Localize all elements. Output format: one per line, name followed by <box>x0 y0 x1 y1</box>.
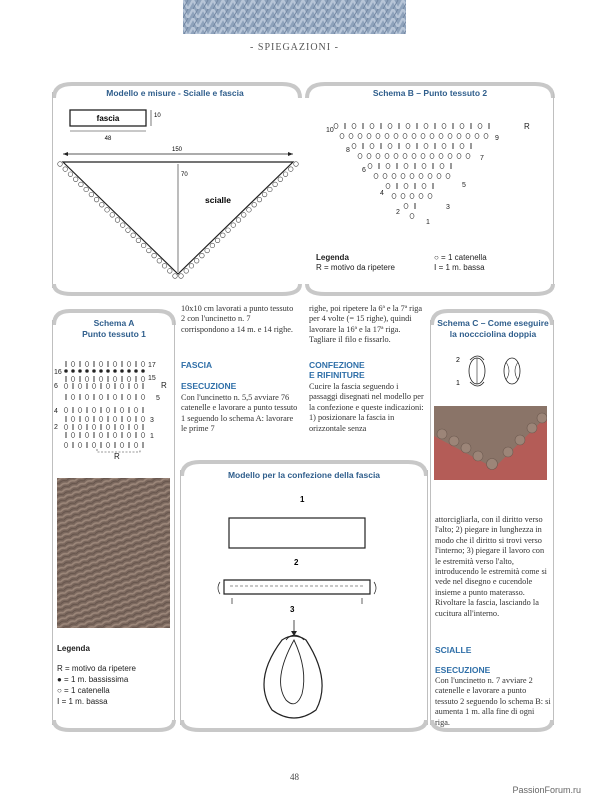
bobble-mark <box>288 167 293 172</box>
stitch-mark <box>412 153 416 158</box>
stitch-mark <box>428 173 432 178</box>
schema-b-chart <box>320 108 550 233</box>
scialle-height: 70 <box>181 172 188 178</box>
bobble-mark <box>126 228 131 233</box>
stitch-mark <box>370 123 374 128</box>
stitch-mark <box>421 133 425 138</box>
stitch-mark <box>99 362 103 367</box>
stitch-mark <box>442 143 446 148</box>
bobble-mark <box>73 177 78 182</box>
stitch-mark <box>99 417 103 422</box>
bobble-mark <box>115 218 120 223</box>
stitch-mark <box>457 133 461 138</box>
fascia-height: 10 <box>154 113 161 119</box>
schema-a-row-1: 1 <box>150 433 154 440</box>
stitch-mark <box>385 153 389 158</box>
stitch-mark <box>466 133 470 138</box>
schema-b-row-5: 5 <box>462 182 466 189</box>
fascia-label: fascia <box>96 114 120 123</box>
stitch-mark <box>113 362 117 367</box>
stitch-mark <box>120 384 124 389</box>
stitch-mark <box>127 377 131 382</box>
bobble-mark <box>131 233 136 238</box>
stitch-mark <box>134 384 138 389</box>
stitch-mark <box>120 408 124 413</box>
bobble-mark <box>58 162 63 167</box>
confezione-continue-text: attorcigliarla, con il diritto verso l'alto; 2) piegare in lunghezza in modo che il diritto si trovi verso l'interno; 3) piegare il lavoro con le estremità verso l'alto, introducendo le estremità come si vede nel disegno e cucendole insieme a punto materasso. Rivoltare la fascia, lasciando la cucitura all'interno. <box>435 515 547 618</box>
stitch-mark <box>78 384 82 389</box>
bobble-mark <box>167 269 172 274</box>
panel-schema-a-title-1: Schema A <box>93 318 135 328</box>
schema-a-legend-sc: Ⅰ = 1 m. bassa <box>57 697 108 706</box>
stitch-mark <box>71 377 75 382</box>
stitch-mark <box>71 362 75 367</box>
stitch-mark <box>128 370 131 373</box>
panel-model-footer-arc <box>52 282 302 296</box>
stitch-mark <box>392 193 396 198</box>
stitch-mark <box>64 384 68 389</box>
schema-c-step-1: 1 <box>456 380 460 387</box>
knit-texture-photo <box>183 0 406 34</box>
stitch-mark <box>85 362 89 367</box>
schema-a-r-bottom: R <box>114 452 120 461</box>
stitch-mark <box>134 408 138 413</box>
stitch-mark <box>85 433 89 438</box>
stitch-mark <box>376 153 380 158</box>
schema-a-row-4: 4 <box>54 408 58 415</box>
bobble-mark <box>120 223 125 228</box>
stitch-mark <box>71 433 75 438</box>
stitch-mark <box>385 133 389 138</box>
bobble-mark <box>210 243 215 248</box>
stitch-mark <box>419 173 423 178</box>
stitch-mark <box>352 123 356 128</box>
stitch-mark <box>460 143 464 148</box>
fascia-assembly-diagram <box>182 490 426 730</box>
stitch-mark <box>64 408 68 413</box>
assembly-step-2: 2 <box>294 558 299 567</box>
stitch-mark <box>127 362 131 367</box>
stitch-mark <box>386 183 390 188</box>
bobble-mark <box>247 208 252 213</box>
schema-a-legend-chain: ○ = 1 catenella <box>57 686 110 695</box>
stitch-mark <box>141 377 145 382</box>
stitch-mark <box>100 370 103 373</box>
scialle-width: 150 <box>171 147 183 153</box>
confezione-heading-2: E RIFINITURE <box>309 370 365 380</box>
schema-b-row-4: 4 <box>380 190 384 197</box>
bobble-mark <box>215 238 220 243</box>
stitch-mark <box>106 425 110 430</box>
stitch-mark <box>401 193 405 198</box>
schema-b-row-3: 3 <box>446 204 450 211</box>
bobble-mark <box>189 264 194 269</box>
fascia-esecuzione-text: Con l'uncinetto n. 5,5 avviare 76 catenelle e lavorare a punto tessuto 1 seguendo lo schema A: lavorare le prime 7 <box>181 393 298 434</box>
stitch-mark <box>79 370 82 373</box>
stitch-mark <box>430 153 434 158</box>
stitch-mark <box>135 370 138 373</box>
stitch-mark <box>421 153 425 158</box>
stitch-mark <box>448 133 452 138</box>
gauge-text: 10x10 cm lavorati a punto tessuto 2 con l'uncinetto n. 7 corrispondono a 14 m. e 14 righe. <box>181 304 294 334</box>
bobble-mark <box>141 243 146 248</box>
stitch-mark <box>367 133 371 138</box>
stitch-mark <box>392 173 396 178</box>
panel-schema-b-footer-arc <box>305 282 555 296</box>
stitch-mark <box>106 408 110 413</box>
stitch-mark <box>401 173 405 178</box>
panel-schema-a-footer-arc <box>52 718 176 732</box>
stitch-mark <box>78 443 82 448</box>
stitch-mark <box>437 173 441 178</box>
stitch-mark <box>376 133 380 138</box>
fascia-heading: FASCIA <box>181 360 213 370</box>
schema-c-step-2: 2 <box>456 357 460 364</box>
stitch-mark <box>374 173 378 178</box>
stitch-mark <box>422 163 426 168</box>
stitch-mark <box>92 384 96 389</box>
schema-b-row-8: 8 <box>346 147 350 154</box>
panel-schema-c-footer-arc <box>430 718 554 732</box>
bobble-mark <box>268 187 273 192</box>
bobble-mark <box>283 172 288 177</box>
schema-b-legend-chain: ○ = 1 catenella <box>434 253 487 262</box>
fascia-width: 48 <box>104 136 112 142</box>
stitch-mark <box>383 173 387 178</box>
panel-schema-a-title-2: Punto tessuto 1 <box>82 329 146 339</box>
stitch-mark <box>340 133 344 138</box>
stitch-mark <box>134 425 138 430</box>
bobble-mark <box>84 187 89 192</box>
bobble-mark <box>89 192 94 197</box>
scialle-esecuzione-text: Con l'uncinetto n. 7 avviare 2 catenelle e lavorare a punto tessuto 2 seguendo lo schema B: si aumenta 1 m. alla fine di ogni riga. <box>435 676 551 727</box>
bobble-mark <box>241 213 246 218</box>
stitch-mark <box>424 143 428 148</box>
stitch-mark <box>460 123 464 128</box>
bobble-mark <box>194 258 199 263</box>
stitch-mark <box>134 443 138 448</box>
schema-a-row-15: 15 <box>148 375 156 382</box>
stitch-mark <box>430 133 434 138</box>
stitch-mark <box>349 133 353 138</box>
stitch-mark <box>394 153 398 158</box>
bobble-mark <box>226 228 231 233</box>
stitch-mark <box>107 370 110 373</box>
stitch-mark <box>358 153 362 158</box>
stitch-mark <box>419 193 423 198</box>
confezione-heading-1: CONFEZIONE <box>309 360 365 370</box>
stitch-mark <box>121 370 124 373</box>
schema-a-row-6: 6 <box>54 383 58 390</box>
shawl-measure-diagram <box>55 104 300 286</box>
stitch-mark <box>86 370 89 373</box>
stitch-mark <box>120 443 124 448</box>
bobble-mark <box>205 248 210 253</box>
bobble-mark <box>278 177 283 182</box>
stitch-mark <box>410 193 414 198</box>
bobble-mark <box>173 274 178 279</box>
stitch-mark <box>78 408 82 413</box>
panel-model-title: Modello e misure - Scialle e fascia <box>106 88 244 98</box>
stitch-mark <box>358 133 362 138</box>
stitch-mark <box>446 173 450 178</box>
bobble-mark <box>252 202 257 207</box>
stitch-mark <box>466 153 470 158</box>
page-number: 48 <box>290 772 299 782</box>
bobble-mark <box>63 167 68 172</box>
schema-a-row-5: 5 <box>156 395 160 402</box>
schema-a-swatch-photo <box>57 478 170 628</box>
stitch-mark <box>141 417 145 422</box>
bobble-mark <box>147 248 152 253</box>
bobble-mark <box>157 258 162 263</box>
assembly-step-3: 3 <box>290 605 295 614</box>
bobble-mark <box>79 182 84 187</box>
stitch-mark <box>428 193 432 198</box>
stitch-mark <box>386 163 390 168</box>
bobble-mark <box>273 182 278 187</box>
stitch-mark <box>113 377 117 382</box>
schema-a-legend-title: Legenda <box>57 644 90 653</box>
bobble-mark <box>294 162 299 167</box>
panel-schema-c-border-right <box>553 320 554 725</box>
bobble-mark <box>162 264 167 269</box>
stitch-mark <box>478 123 482 128</box>
bobble-mark <box>221 233 226 238</box>
schema-b-row-6: 6 <box>362 167 366 174</box>
stitch-mark <box>448 153 452 158</box>
bobble-mark <box>184 269 189 274</box>
schema-b-row-1: 1 <box>426 219 430 226</box>
stitch-mark <box>78 425 82 430</box>
bobble-mark <box>179 274 184 279</box>
stitch-mark <box>71 417 75 422</box>
stitch-mark <box>410 173 414 178</box>
bobble-mark <box>257 197 262 202</box>
stitch-mark <box>352 143 356 148</box>
stitch-mark <box>127 417 131 422</box>
stitch-mark <box>475 133 479 138</box>
panel-confezione-border-right <box>427 470 428 725</box>
stitch-mark <box>113 417 117 422</box>
schema-a-legend-r: R = motivo da ripetere <box>57 664 136 673</box>
stitch-mark <box>64 425 68 430</box>
stitch-mark <box>440 163 444 168</box>
stitch-mark <box>403 153 407 158</box>
assembly-step-1: 1 <box>300 495 305 504</box>
stitch-mark <box>92 425 96 430</box>
stitch-mark <box>142 370 145 373</box>
bobble-mark <box>200 253 205 258</box>
schema-a-row-3: 3 <box>150 417 154 424</box>
panel-schema-b-title: Schema B – Punto tessuto 2 <box>372 88 488 98</box>
stitch-mark <box>85 417 89 422</box>
bobble-mark <box>236 218 241 223</box>
stitch-mark <box>404 163 408 168</box>
panel-confezione-footer-arc <box>180 718 428 732</box>
schema-b-legend-r: R = motivo da ripetere <box>316 263 395 272</box>
stitch-mark <box>71 395 75 400</box>
panel-confezione-border-left <box>180 470 181 725</box>
stitch-mark <box>484 133 488 138</box>
bobble-mark <box>231 223 236 228</box>
schema-b-row-7: 7 <box>480 155 484 162</box>
panel-schema-a-border-left <box>52 320 53 725</box>
stitch-mark <box>99 377 103 382</box>
panel-schema-b-border <box>553 92 554 288</box>
panel-schema-c-title-2: la noccciolina doppia <box>449 329 537 339</box>
panel-schema-c-title-1: Schema C – Come eseguire <box>437 318 549 328</box>
stitch-mark <box>113 433 117 438</box>
stitch-mark <box>141 433 145 438</box>
confezione-text: Cucire la fascia seguendo i passaggi disegnati nel modello per la confezione e queste indicazioni: 1) posizionare la fascia in orizzontale senza <box>309 382 424 433</box>
stitch-mark <box>85 395 89 400</box>
stitch-mark <box>442 123 446 128</box>
schema-c-edge-photo <box>434 406 547 480</box>
stitch-mark <box>422 183 426 188</box>
stitch-mark <box>93 370 96 373</box>
bobble-mark <box>136 238 141 243</box>
stitch-mark <box>114 370 117 373</box>
stitch-mark <box>370 143 374 148</box>
stitch-mark <box>99 395 103 400</box>
stitch-mark <box>404 183 408 188</box>
watermark: PassionForum.ru <box>512 785 581 795</box>
fascia-continue-text: righe, poi ripetere la 6ª e la 7ª riga per 4 volte (= 15 righe), quindi lavorare la 16ª e la 17ª riga. Tagliare il filo e fissarlo. <box>309 304 423 345</box>
stitch-mark <box>367 153 371 158</box>
panel-model-border <box>52 92 53 288</box>
stitch-mark <box>113 395 117 400</box>
schema-a-row-2: 2 <box>54 424 58 431</box>
stitch-mark <box>120 425 124 430</box>
schema-a-r-label: R <box>161 381 167 390</box>
stitch-mark <box>410 213 414 218</box>
stitch-mark <box>388 123 392 128</box>
schema-c-puff-diagram <box>452 350 532 398</box>
panel-schema-c-border-left <box>430 320 431 725</box>
stitch-mark <box>334 123 338 128</box>
stitch-mark <box>141 395 145 400</box>
bobble-mark <box>68 172 73 177</box>
schema-b-legend-title: Legenda <box>316 253 349 262</box>
panel-schema-a-border-right <box>174 320 175 725</box>
stitch-mark <box>106 443 110 448</box>
bobble-mark <box>105 208 110 213</box>
stitch-mark <box>424 123 428 128</box>
stitch-mark <box>65 370 68 373</box>
schema-b-r-label: R <box>524 122 530 131</box>
stitch-mark <box>388 143 392 148</box>
stitch-mark <box>72 370 75 373</box>
schema-b-row-10: 10 <box>326 127 334 134</box>
stitch-mark <box>127 433 131 438</box>
fascia-esecuzione-heading: ESECUZIONE <box>181 381 237 391</box>
bobble-mark <box>94 197 99 202</box>
schema-b-legend-sc: Ⅰ = 1 m. bassa <box>434 263 485 272</box>
scialle-label: scialle <box>205 195 231 205</box>
bobble-mark <box>100 202 105 207</box>
schema-a-chart <box>52 355 176 463</box>
stitch-mark <box>457 153 461 158</box>
stitch-mark <box>92 408 96 413</box>
scialle-heading: SCIALLE <box>435 645 472 655</box>
stitch-mark <box>404 203 408 208</box>
stitch-mark <box>106 384 110 389</box>
bobble-mark <box>152 253 157 258</box>
stitch-mark <box>64 443 68 448</box>
stitch-mark <box>439 153 443 158</box>
schema-a-legend-slst: ● = 1 m. bassissima <box>57 675 129 684</box>
scialle-esecuzione-heading: ESECUZIONE <box>435 665 491 675</box>
bobble-mark <box>262 192 267 197</box>
schema-a-row-16: 16 <box>54 369 62 376</box>
stitch-mark <box>127 395 131 400</box>
stitch-mark <box>99 433 103 438</box>
stitch-mark <box>412 133 416 138</box>
stitch-mark <box>92 443 96 448</box>
stitch-mark <box>403 133 407 138</box>
bobble-mark <box>110 213 115 218</box>
section-title: - SPIEGAZIONI - <box>250 42 339 53</box>
schema-b-row-9: 9 <box>495 135 499 142</box>
stitch-mark <box>85 377 89 382</box>
schema-b-row-2: 2 <box>396 209 400 216</box>
schema-a-row-17: 17 <box>148 362 156 369</box>
stitch-mark <box>406 143 410 148</box>
stitch-mark <box>394 133 398 138</box>
panel-confezione-title: Modello per la confezione della fascia <box>227 470 381 480</box>
stitch-mark <box>439 133 443 138</box>
stitch-mark <box>141 362 145 367</box>
stitch-mark <box>406 123 410 128</box>
stitch-mark <box>368 163 372 168</box>
